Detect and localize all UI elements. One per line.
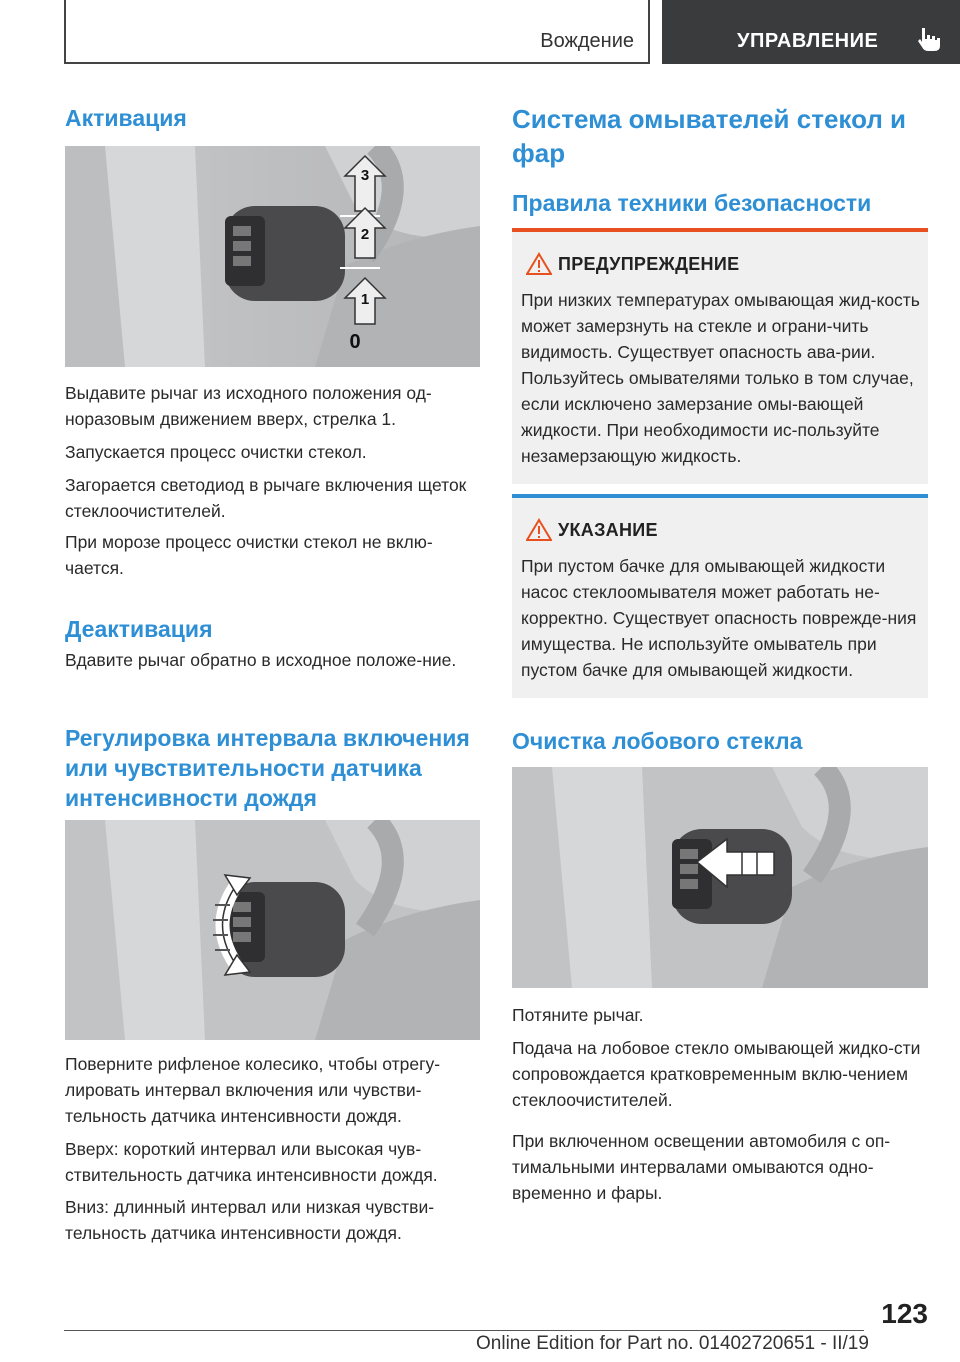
notice-text: При пустом бачке для омывающей жидкости насос стеклоомывателя может работать не-корректно. Существует опасность поврежде-ния имущества. Не используйте омыватель при пустом бачке для омывающей жидкости. bbox=[521, 556, 917, 680]
interval-text-3: Вниз: длинный интервал или низкая чувстви-тельность датчика интенсивности дождя. bbox=[65, 1197, 435, 1243]
edition-info: Online Edition for Part no. 01402720651 - II/19 bbox=[476, 1333, 869, 1354]
washer-system-title: Система омывателей стекол и фар bbox=[512, 104, 907, 168]
fig1-label-3: 3 bbox=[360, 167, 370, 184]
warning-callout bbox=[512, 228, 928, 484]
figure-knurled-wheel bbox=[65, 820, 480, 1040]
windshield-text-2: Подача на лобовое стекло омывающей жидко-сти сопровождается кратковременным вклю-чением стеклоочистителей. bbox=[512, 1038, 921, 1110]
activation-title: Активация bbox=[65, 105, 187, 131]
knurled-wheel-illustration bbox=[65, 820, 480, 1040]
notice-triangle-icon bbox=[526, 518, 552, 542]
deactivation-title: Деактивация bbox=[65, 616, 213, 642]
fig1-label-0: 0 bbox=[349, 331, 361, 353]
header-chapter-tab bbox=[662, 0, 960, 64]
fig1-label-1: 1 bbox=[360, 291, 370, 308]
figure-lever-pull bbox=[512, 767, 928, 988]
header-section-tab bbox=[64, 0, 650, 64]
activation-text-3: Загорается светодиод в рычаге включения щеток стеклоочистителей. bbox=[65, 475, 467, 521]
warning-triangle-icon bbox=[526, 252, 552, 276]
page-number: 123 bbox=[881, 1298, 928, 1329]
interval-text-1: Поверните рифленое колесико, чтобы отрегу-лировать интервал включения или чувстви-тельность датчика интенсивности дождя. bbox=[65, 1054, 441, 1126]
interval-title: Регулировка интервала включения или чувствительности датчика интенсивности дождя bbox=[65, 725, 470, 811]
notice-callout bbox=[512, 494, 928, 698]
windshield-text-1: Потяните рычаг. bbox=[512, 1005, 644, 1025]
windshield-cleaning-title: Очистка лобового стекла bbox=[512, 728, 803, 754]
deactivation-text: Вдавите рычаг обратно в исходное положе-ние. bbox=[65, 650, 457, 670]
figure-lever-activation bbox=[65, 146, 480, 367]
warning-title: ПРЕДУПРЕЖДЕНИЕ bbox=[558, 254, 740, 274]
fig1-label-2: 2 bbox=[360, 226, 370, 243]
activation-text-4: При морозе процесс очистки стекол не вклю-чается. bbox=[65, 532, 433, 578]
windshield-text-3: При включенном освещении автомобиля с оп-тимальными интервалами омываются одно-временно и фары. bbox=[512, 1131, 891, 1203]
header-chapter-label: УПРАВЛЕНИЕ bbox=[737, 30, 879, 52]
activation-text-1: Выдавите рычаг из исходного положения од-норазовым движением вверх, стрелка 1. bbox=[65, 383, 432, 429]
interval-text-2: Вверх: короткий интервал или высокая чув-ствительность датчика интенсивности дождя. bbox=[65, 1139, 438, 1185]
notice-bar bbox=[512, 494, 928, 498]
footer-divider bbox=[64, 1330, 864, 1331]
hand-lever-icon bbox=[914, 24, 944, 54]
header-section-label: Вождение bbox=[540, 30, 634, 52]
activation-text-2: Запускается процесс очистки стекол. bbox=[65, 442, 367, 462]
warning-text: При низких температурах омывающая жид-кость может замерзнуть на стекле и ограни-чить видимость. Существует опасность ава-рии. Пользуйтесь омывателями только в том случае, если исключено замерзание омы-вающей жидкости. При необходимости ис-пользуйте незамерзающую жидкость. bbox=[521, 290, 920, 466]
safety-rules-title: Правила техники безопасности bbox=[512, 190, 872, 216]
notice-title: УКАЗАНИЕ bbox=[558, 520, 658, 540]
warning-bar bbox=[512, 228, 928, 232]
lever-pull-illustration bbox=[512, 767, 928, 988]
lever-activation-illustration bbox=[65, 146, 480, 367]
